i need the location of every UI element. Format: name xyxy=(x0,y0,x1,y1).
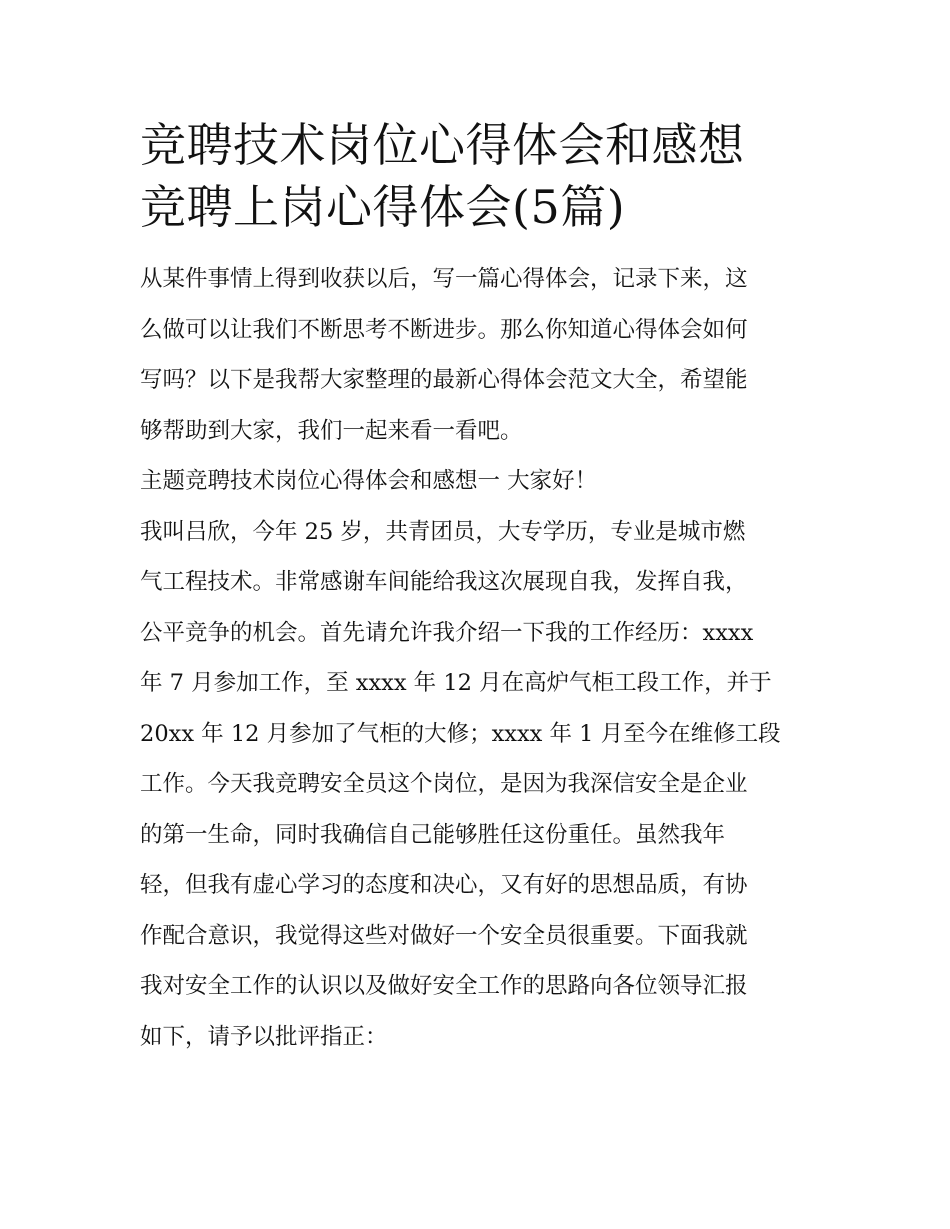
title-line-1: 竞聘技术岗位心得体会和感想 xyxy=(140,118,745,172)
body-line: 气工程技术。非常感谢车间能给我这次展现自我，发挥自我， xyxy=(140,569,748,595)
body-line: 年 7 月参加工作，至 xxxx 年 12 月在高炉气柜工段工作，并于 xyxy=(140,670,772,696)
body-line: 写吗？以下是我帮大家整理的最新心得体会范文大全，希望能 xyxy=(140,367,748,393)
body-line: 如下，请予以批评指正： xyxy=(140,1023,388,1050)
document-title xyxy=(140,114,816,238)
body-line: 作配合意识，我觉得这些对做好一个安全员很重要。下面我就 xyxy=(140,922,748,949)
body-line: 够帮助到大家，我们一起来看一看吧。 xyxy=(140,417,523,444)
title-line-2: 竞聘上岗心得体会(5篇) xyxy=(140,180,626,234)
body-line: 公平竞争的机会。首先请允许我介绍一下我的工作经历：xxxx xyxy=(140,619,754,646)
body-line: 工作。今天我竞聘安全员这个岗位，是因为我深信安全是企业 xyxy=(140,771,748,797)
section-heading-line: 主题竞聘技术岗位心得体会和感想一 大家好！ xyxy=(140,468,598,494)
body-line: 的第一生命，同时我确信自己能够胜任这份重任。虽然我年 xyxy=(140,821,726,848)
body-line: 么做可以让我们不断思考不断进步。那么你知道心得体会如何 xyxy=(140,316,748,343)
body-line: 从某件事情上得到收获以后，写一篇心得体会，记录下来，这 xyxy=(140,266,748,292)
body-line: 我对安全工作的认识以及做好安全工作的思路向各位领导汇报 xyxy=(140,973,748,999)
body-line: 我叫吕欣，今年 25 岁，共青团员，大专学历，专业是城市燃 xyxy=(140,518,746,545)
document-content xyxy=(140,114,816,1062)
body-line: 轻，但我有虚心学习的态度和决心，又有好的思想品质，有协 xyxy=(140,872,748,898)
body-line: 20xx 年 12 月参加了气柜的大修；xxxx 年 1 月至今在维修工段 xyxy=(140,720,781,747)
document-body xyxy=(140,254,816,1062)
